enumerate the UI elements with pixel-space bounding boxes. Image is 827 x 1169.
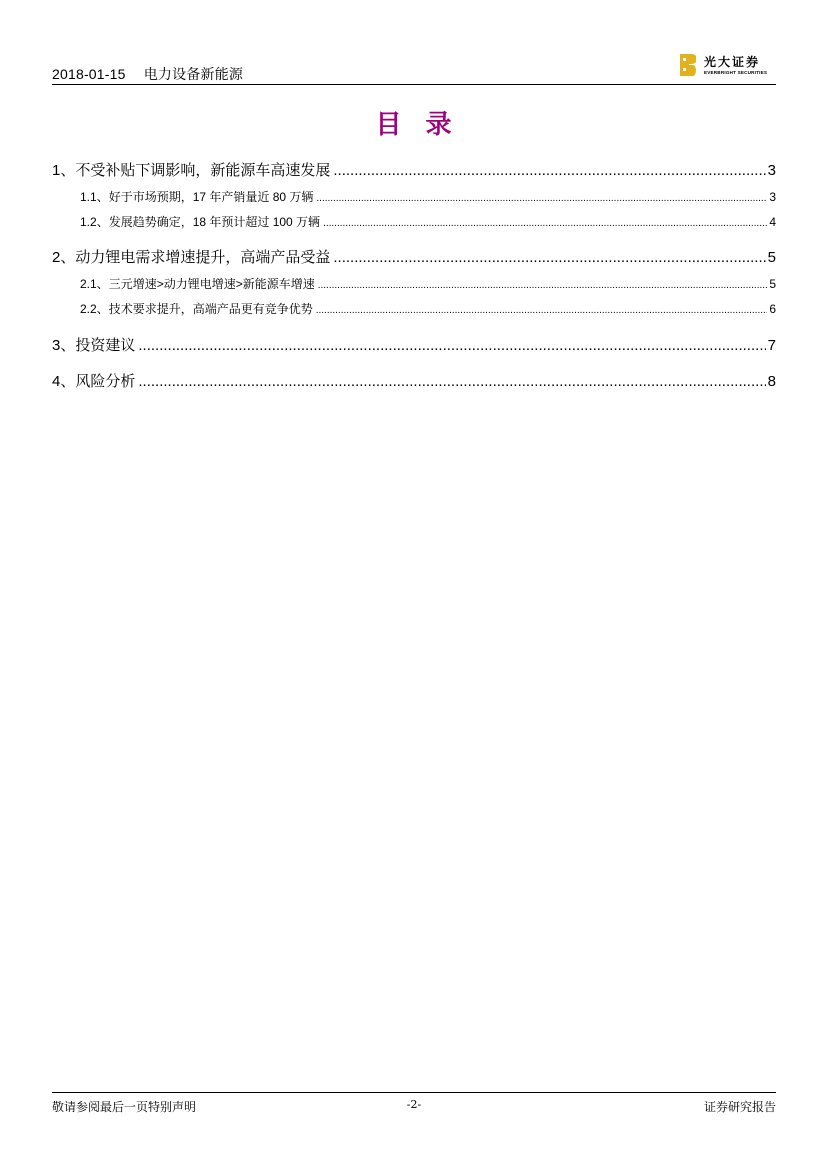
toc-leader-dots: [318, 277, 768, 291]
toc-entry-number: 1.2、: [80, 215, 109, 229]
toc-entry-page: 5: [769, 277, 776, 291]
footer-page-number: -2-: [406, 1098, 422, 1111]
toc-entry-title[interactable]: 三元增速>动力锂电增速>新能源车增速: [108, 277, 315, 291]
logo-text-en: EVERBRIGHT SECURITIES: [704, 70, 768, 75]
toc-entry-number: 2、: [52, 249, 76, 266]
page-footer: [52, 1092, 776, 1119]
toc-leader-dots: [138, 373, 765, 390]
toc-entry[interactable]: [52, 213, 776, 230]
toc-leader-dots: [138, 337, 765, 354]
toc-entry-title[interactable]: 投资建议: [75, 337, 136, 354]
toc-entry[interactable]: [52, 300, 776, 317]
toc-entry-page: 3: [769, 190, 776, 204]
toc-entry-page: 3: [767, 162, 776, 179]
toc-entry[interactable]: [52, 275, 776, 292]
toc-entry[interactable]: [52, 188, 776, 205]
toc-entry[interactable]: [52, 334, 776, 355]
company-logo: [680, 53, 776, 79]
header-meta: [52, 64, 257, 84]
toc-entry-page: 7: [767, 337, 776, 354]
toc-entry-number: 3、: [52, 337, 76, 354]
toc-entry-number: 2.2、: [80, 302, 109, 316]
toc-leader-dots: [333, 249, 765, 266]
industry-name: 电力设备新能源: [143, 66, 244, 82]
toc-entry-number: 1、: [52, 162, 76, 179]
toc-entry-title[interactable]: 发展趋势确定，18 年预计超过 100 万辆: [108, 215, 321, 229]
logo-mark-icon: [680, 54, 696, 76]
footer-report-type: 证券研究报告: [703, 1100, 776, 1114]
toc-entry[interactable]: [52, 159, 776, 180]
toc-entry[interactable]: [52, 246, 776, 267]
toc-title: 目录: [375, 110, 476, 140]
toc-entry-title[interactable]: 风险分析: [75, 373, 136, 390]
toc-entry[interactable]: [52, 370, 776, 391]
footer-disclaimer: 敬请参阅最后一页特别声明: [52, 1100, 197, 1114]
toc-entry-title[interactable]: 动力锂电需求增速提升，高端产品受益: [75, 249, 331, 266]
toc-leader-dots: [316, 302, 768, 316]
toc-leader-dots: [316, 190, 767, 204]
toc-entry-page: 5: [767, 249, 776, 266]
toc-entry-number: 1.1、: [80, 190, 109, 204]
report-date: 2018-01-15: [52, 66, 126, 82]
toc-entry-title[interactable]: 技术要求提升，高端产品更有竞争优势: [108, 302, 313, 316]
toc-leader-dots: [323, 215, 767, 229]
toc-entry-number: 4、: [52, 373, 76, 390]
toc-leader-dots: [333, 162, 765, 179]
page-header: [52, 50, 776, 85]
toc-entry-title[interactable]: 不受补贴下调影响，新能源车高速发展: [75, 162, 331, 179]
toc-entry-page: 4: [769, 215, 776, 229]
toc-entry-number: 2.1、: [80, 277, 109, 291]
toc-entry-page: 6: [769, 302, 776, 316]
logo-text-cn: 光大证券: [704, 55, 761, 69]
toc-entry-title[interactable]: 好于市场预期，17 年产销量近 80 万辆: [108, 190, 314, 204]
toc-entry-page: 8: [767, 373, 776, 390]
